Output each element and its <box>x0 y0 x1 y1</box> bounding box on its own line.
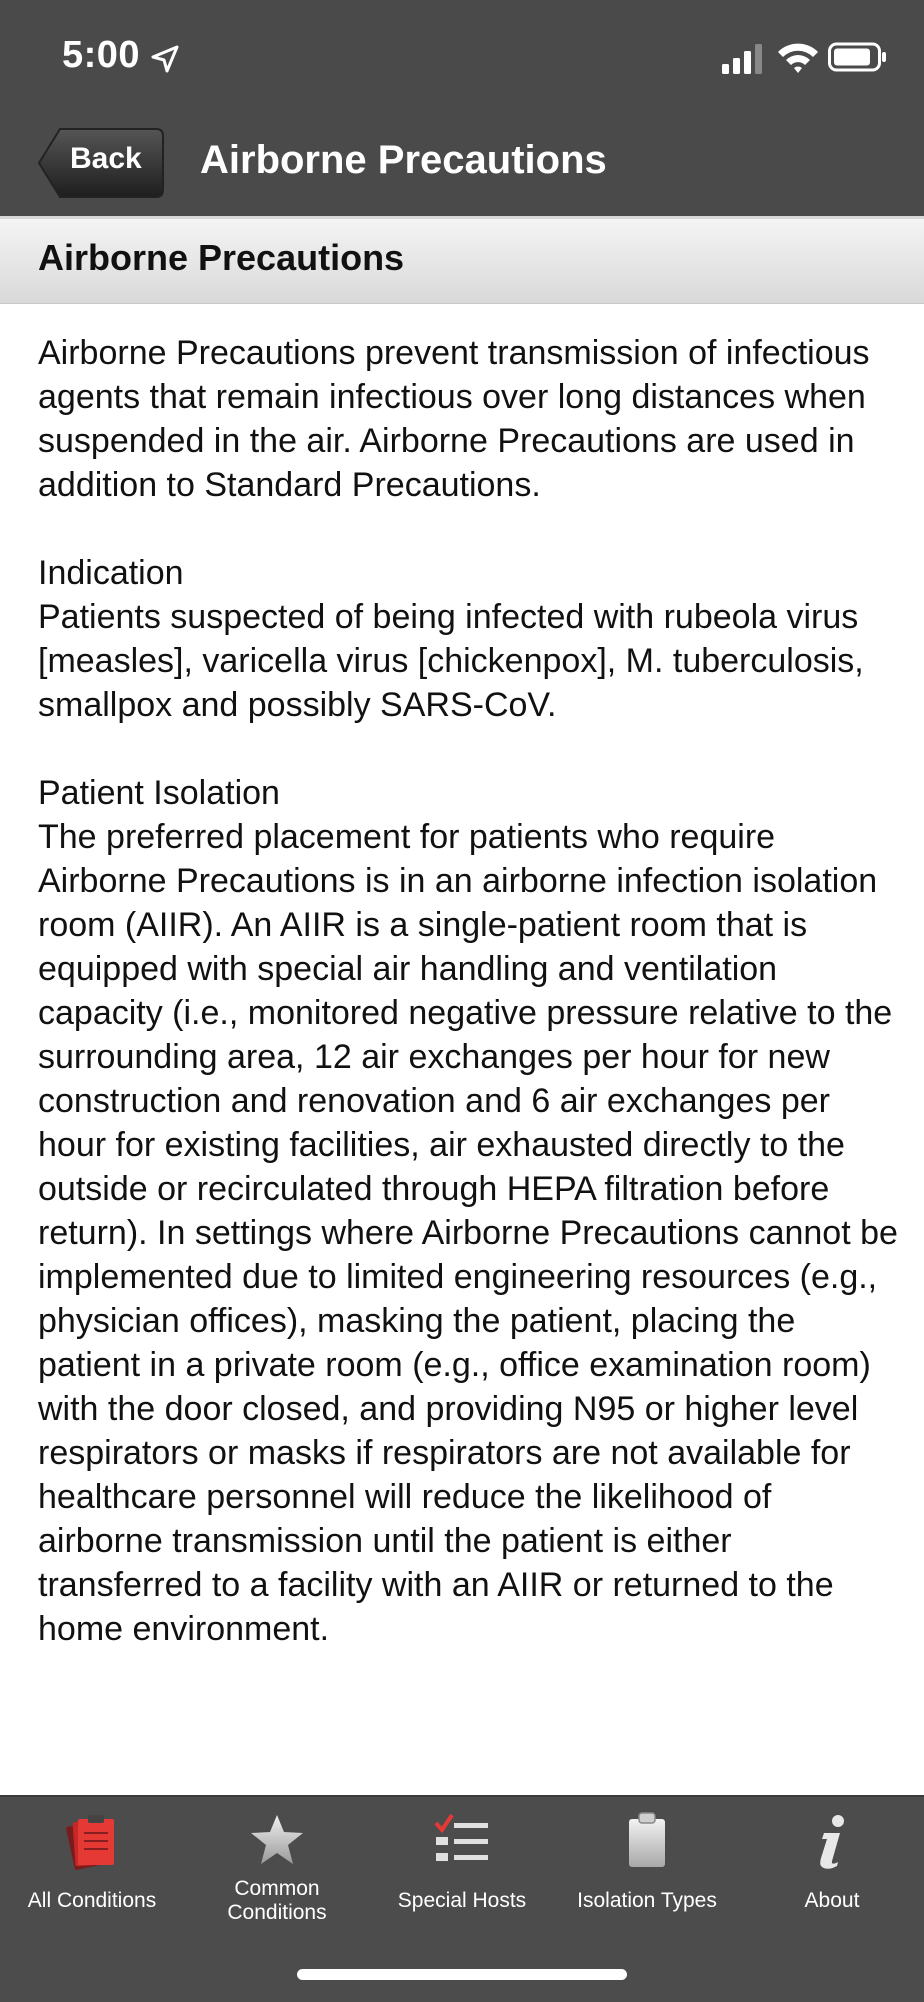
status-time: 5:00 <box>62 34 141 76</box>
indication-heading: Indication <box>38 554 184 592</box>
isolation-heading: Patient Isolation <box>38 774 280 812</box>
tab-label: Common Conditions <box>227 1877 327 1924</box>
wifi-icon <box>776 40 820 74</box>
battery-icon <box>828 42 888 72</box>
star-icon <box>247 1811 307 1871</box>
tab-label: About <box>804 1889 860 1912</box>
tab-common-conditions[interactable] <box>185 1797 369 1947</box>
isolation-text: The preferred placement for patients who require Airborne Precautions is in an airborne infection isolation room (AIIR). An AIIR is a single-patient room that is equipped with special air handling and ventilation capacity (i.e., monitored negative pressure relative to the surrounding area, 12 air exchanges per hour for new construction and renovation and 6 air exchanges per hour for existing facilities, air exhausted directly to the outside or recirculated through HEPA filtration before return). In settings where Airborne Precautions cannot be implemented due to limited engineering resources (e.g., physician offices), masking the patient, placing the patient in a private room (e.g., office examination room) with the door closed, and providing N95 or higher level respirators or masks if respirators are not available for healthcare personnel will reduce the likelihood of airborne transmission until the patient is either transferred to a facility with an AIIR or returned to the home environment. <box>38 818 898 1648</box>
back-button-label: Back <box>70 142 142 175</box>
content-body <box>38 331 898 1651</box>
cellular-signal-icon <box>722 44 766 74</box>
intro-paragraph: Airborne Precautions prevent transmission of infectious agents that remain infectious over long distances when suspended in the air. Airborne Precautions are used in addition to Standard Precautions. <box>38 334 870 504</box>
tab-label: Special Hosts <box>397 1889 527 1912</box>
page-title: Airborne Precautions <box>200 138 607 182</box>
checklist-icon <box>432 1811 492 1871</box>
status-bar <box>0 0 924 112</box>
tab-label: Isolation Types <box>577 1889 717 1912</box>
indication-text: Patients suspected of being infected with rubeola virus [measles], varicella virus [chickenpox], M. tuberculosis, smallpox and possibly SARS-CoV. <box>38 598 864 724</box>
tab-isolation-types[interactable] <box>555 1797 739 1947</box>
tab-all-conditions[interactable] <box>0 1797 184 1947</box>
location-arrow-icon <box>150 44 180 74</box>
navigation-bar <box>0 112 924 219</box>
home-indicator[interactable] <box>297 1969 627 1980</box>
clipboard-stack-icon <box>62 1811 122 1871</box>
tab-about[interactable] <box>740 1797 924 1947</box>
clipboard-icon <box>617 1811 677 1871</box>
tab-label: All Conditions <box>27 1889 157 1912</box>
info-icon <box>802 1811 862 1871</box>
tab-special-hosts[interactable] <box>370 1797 554 1947</box>
section-header <box>0 219 924 304</box>
section-title: Airborne Precautions <box>38 237 405 278</box>
